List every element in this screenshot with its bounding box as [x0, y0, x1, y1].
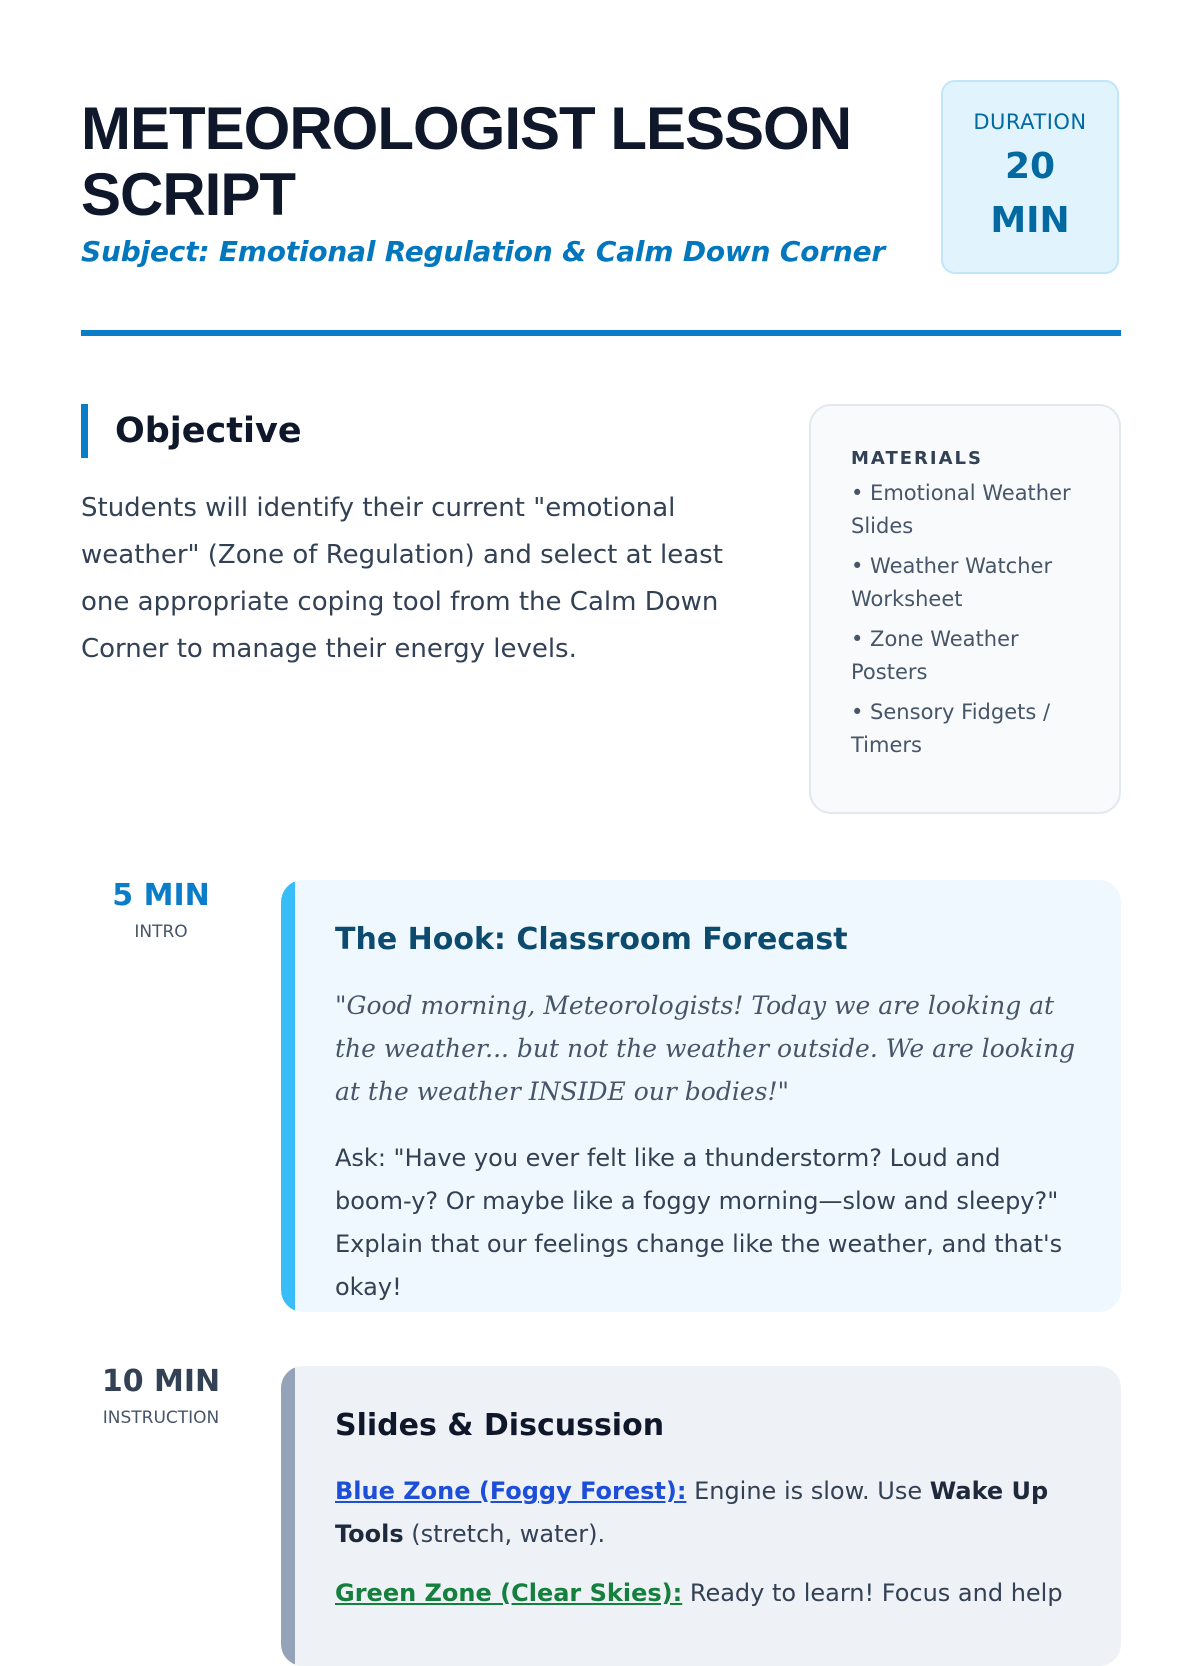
materials-panel [809, 404, 1121, 814]
materials-item: • Sensory Fidgets / Timers [851, 700, 1051, 757]
materials-item: • Emotional Weather Slides [851, 481, 1071, 538]
materials-item: • Zone Weather Posters [851, 627, 1019, 684]
card-title: The Hook: Classroom Forecast [335, 922, 848, 957]
page-title: METEOROLOGIST LESSON SCRIPT [81, 95, 852, 228]
zone-green-item [335, 1572, 1077, 1615]
script-quote: "Good morning, Meteorologists! Today we are looking at the weather... but not the weather outside. We are looking at the weather INSIDE our bodies!" [335, 991, 1076, 1106]
duration-badge [941, 80, 1119, 274]
section-time-instruction [81, 1362, 241, 1428]
section-duration: 5 MIN [112, 878, 210, 913]
zone-tools: Wake Up Tools [335, 1477, 1049, 1548]
duration-value: 20 MIN [990, 146, 1070, 241]
objective-text: Students will identify their current "emotional weather" (Zone of Regulation) and select at least one appropriate coping tool from the Calm Down Corner to manage their energy levels. [81, 493, 723, 664]
materials-list [851, 477, 1089, 762]
zone-text: Ready to learn! Focus and help [682, 1579, 1063, 1607]
card-title: Slides & Discussion [335, 1408, 665, 1443]
card-text: Ask: "Have you ever felt like a thunderstorm? Loud and boom-y? Or maybe like a foggy morning—slow and sleepy?" Explain that our feelings change like the weather, and that's okay! [335, 1144, 1063, 1301]
zone-blue-item [335, 1470, 1077, 1556]
materials-item: • Weather Watcher Worksheet [851, 554, 1053, 611]
card-accent-bar [281, 880, 295, 1312]
section-duration: 10 MIN [101, 1364, 221, 1399]
duration-label: DURATION [973, 110, 1087, 134]
card-accent-bar [281, 1366, 295, 1666]
section-label: INSTRUCTION [102, 1408, 220, 1428]
intro-card [281, 880, 1121, 1312]
materials-title: MATERIALS [851, 448, 983, 469]
subject-line: Subject: Emotional Regulation & Calm Down Corner [81, 235, 885, 268]
zone-text: (stretch, water). [403, 1520, 606, 1548]
header-divider [81, 330, 1121, 336]
instruction-card [281, 1366, 1121, 1666]
section-label: INTRO [134, 922, 188, 942]
zone-blue-link[interactable]: Blue Zone (Foggy Forest): [335, 1477, 687, 1505]
zone-green-link[interactable]: Green Zone (Clear Skies): [335, 1579, 683, 1607]
zone-text: Engine is slow. Use [686, 1477, 930, 1505]
objective-heading: Objective [115, 411, 302, 451]
section-time-intro [81, 876, 241, 942]
objective-accent-bar [81, 404, 88, 458]
